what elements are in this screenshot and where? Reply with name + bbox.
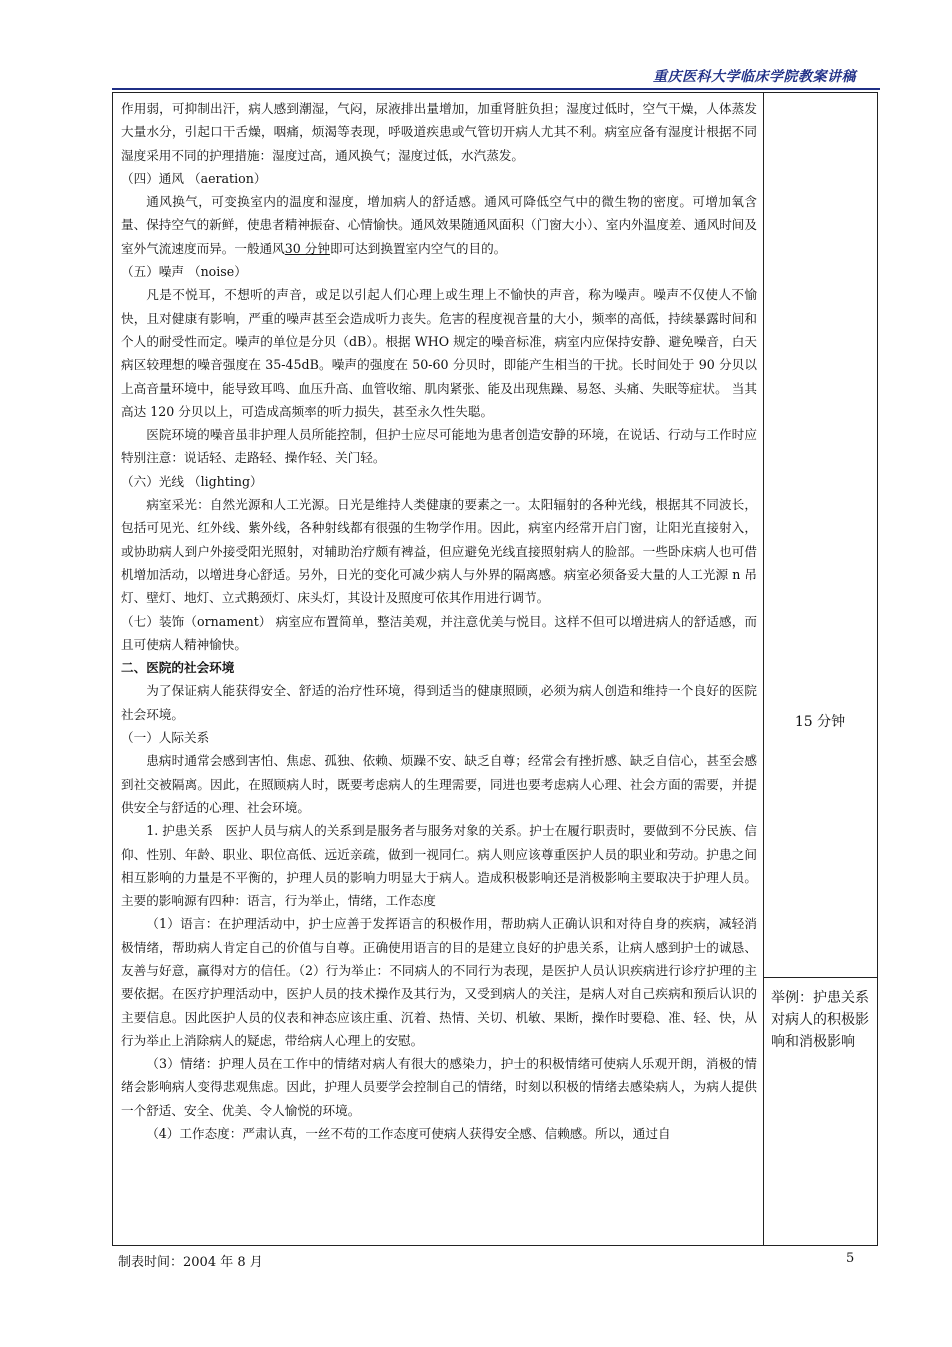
page-number: 5 (846, 1251, 855, 1266)
lesson-table (112, 92, 878, 1246)
paragraph: （4）工作态度：严肃认真，一丝不苟的工作态度可使病人获得安全感、信赖感。所以，通过自 (146, 1126, 671, 1142)
time-allocation: 15 分钟 (794, 714, 846, 730)
side-row-divider (763, 977, 877, 978)
example-note: 举例：护患关系对病人的积极影响和消极影响 (771, 990, 869, 1050)
paragraph (121, 190, 757, 260)
paragraph-text: 即可达到换置室内空气的目的。 (329, 240, 507, 256)
header-rule (112, 88, 880, 90)
paragraph-text: 通风换气，可变换室内的温度和湿度，增加病人的舒适感。通风可降低空气中的微生物的密度。可增加氧含量、保持空气的新鲜，使患者精神振奋、心情愉快。通风效果随通风面积（门窗大小）、室内外温度差、通风时间及室外气流速度而异。一般通风 (121, 194, 757, 256)
paragraph: （1）语言：在护理活动中，护士应善于发挥语言的积极作用，帮助病人正确认识和对待自身的疾病，减轻消极情绪，帮助病人肯定自己的价值与自尊。正确使用语言的目的是建立良好的护患关系，让病人感到护士的诚恳、友善与好意，赢得对方的信任。（2）行为举止：不同病人的不同行为表现，是医护人员认识疾病进行诊疗护理的主要依据。在医疗护理活动中，医护人员的技术操作及其行为，又受到病人的关注，是病人对自己疾病和预后认识的主要信息。因此医护人员的仪表和神态应该庄重、沉着、热情、关切、机敏、果断，操作时要稳、准、轻、快，从行为举止上消除病人的疑虑，带给病人心理上的安慰。 (121, 916, 757, 1048)
header-title: 重庆医科大学临床学院教案讲稿 (653, 69, 856, 85)
paragraph: 医院环境的噪音虽非护理人员所能控制，但护士应尽可能地为患者创造安静的环境，在说话、行动与工作时应特别注意：说话轻、走路轻、操作轻、关门轻。 (121, 427, 757, 466)
paragraph: （七）装饰（ornament） 病室应布置简单，整洁美观，并注意优美与悦目。这样不但可以增进病人的舒适感，而且可使病人精神愉快。 (121, 613, 757, 652)
paragraph: （六）光线 （lighting） (121, 473, 263, 489)
paragraph: 凡是不悦耳，不想听的声音，或足以引起人们心理上或生理上不愉快的声音，称为噪声。噪声不仅使人不愉快，且对健康有影响，严重的噪声甚至会造成听力丧失。危害的程度视音量的大小，频率的高低，持续暴露时间和个人的耐受性而定。噪声的单位是分贝（dB）。根据 WHO 规定的噪音标准，病室内应保持安静、避免噪音，白天病区较理想的噪音强度在 35-45dB。噪声的强度在 50-60 分贝时，即能产生相当的干扰。长时间处于 90 分贝以上高音量环境中，能导致耳鸣、血压升高、血管收缩、肌肉紧张、能及出现焦躁、易怒、头痛、失眠等症状。 当其高达 120 分贝以上，可造成高频率的听力损失，甚至永久性失聪。 (121, 287, 757, 419)
column-divider (763, 93, 764, 1245)
paragraph: （四）通风 （aeration） (121, 170, 267, 186)
paragraph: （一）人际关系 (121, 730, 210, 746)
paragraph: 作用弱，可抑制出汗，病人感到潮湿，气闷，尿液排出量增加，加重肾脏负担；湿度过低时，空气干燥，人体蒸发大量水分，引起口干舌燥，咽痛，烦渴等表现，呼吸道疾患或气管切开病人尤其不利。病室应备有湿度计根据不同湿度采用不同的护理措施：湿度过高，通风换气；湿度过低，水汽蒸发。 (121, 101, 757, 163)
paragraph: 患病时通常会感到害怕、焦虑、孤独、依赖、烦躁不安、缺乏自尊；经常会有挫折感、缺乏自信心，甚至会感到社交被隔离。因此，在照顾病人时，既要考虑病人的生理需要，同进也要考虑病人心理、社会方面的需要，并提供安全与舒适的心理、社会环境。 (121, 753, 757, 815)
lecture-content (121, 97, 757, 1145)
footer-date: 制表时间：2004 年 8 月 (118, 1255, 263, 1270)
paragraph: （五）噪声 （noise） (121, 264, 247, 280)
paragraph: 1. 护患关系 医护人员与病人的关系到是服务者与服务对象的关系。护士在履行职责时，要做到不分民族、信仰、性别、年龄、职业、职位高低、远近亲疏，做到一视同仁。病人则应该尊重医护人员的职业和劳动。护患之间相互影响的力量是不平衡的，护理人员的影响力明显大于病人。造成积极影响还是消极影响主要取决于护理人员。主要的影响源有四种：语言，行为举止，情绪，工作态度 (121, 823, 757, 909)
paragraph: （3）情绪：护理人员在工作中的情绪对病人有很大的感染力，护士的积极情绪可使病人乐观开朗，消极的情绪会影响病人变得悲观焦虑。因此，护理人员要学会控制自己的情绪，时刻以积极的情绪去感染病人，为病人提供一个舒适、安全、优美、令人愉悦的环境。 (121, 1056, 757, 1118)
paragraph: 二、医院的社会环境 (121, 660, 235, 676)
paragraph: 病室采光：自然光源和人工光源。日光是维持人类健康的要素之一。太阳辐射的各种光线，根据其不同波长，包括可见光、红外线、紫外线，各种射线都有很强的生物学作用。因此，病室内经常开启门窗，让阳光直接射入，或协助病人到户外接受阳光照射，对辅助治疗颇有裨益，但应避免光线直接照射病人的脸部。一些卧床病人也可借机增加活动，以增进身心舒适。另外，日光的变化可减少病人与外界的隔离感。病室必须备妥大量的人工光源 n 吊灯、壁灯、地灯、立式鹅颈灯、床头灯，其设计及照度可依其作用进行调节。 (121, 497, 757, 606)
paragraph: 为了保证病人能获得安全、舒适的治疗性环境，得到适当的健康照顾，必须为病人创造和维持一个良好的医院社会环境。 (121, 683, 757, 722)
underlined-text: 30 分钟 (284, 240, 330, 256)
